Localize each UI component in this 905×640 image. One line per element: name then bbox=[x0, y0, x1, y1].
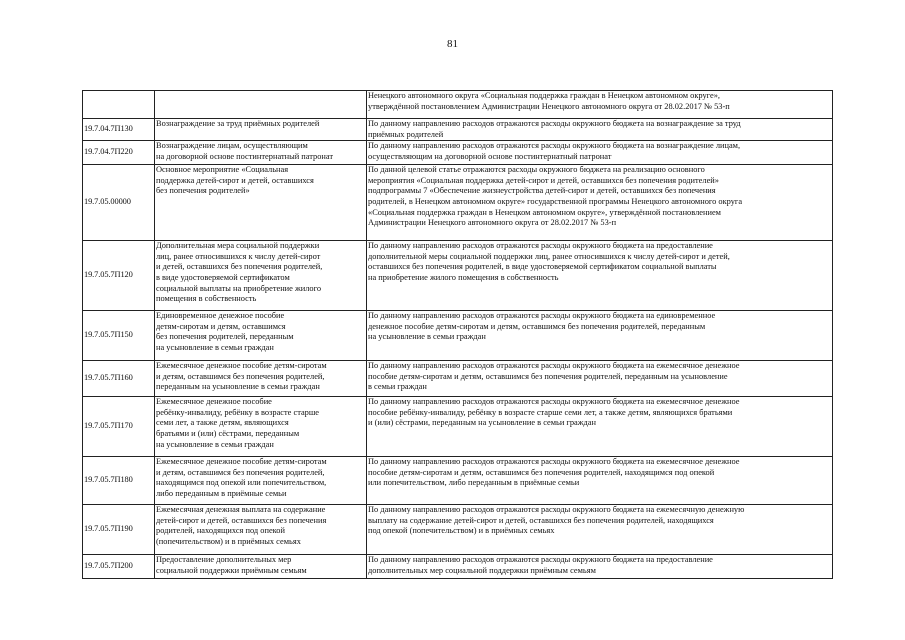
row-description: По данной целевой статье отражаются расходы окружного бюджета на реализацию основного мероприятия «Социальная поддержка детей-сирот и детей, оставшихся без попечения родителей» подпрограммы 7 «Обеспечение жизнеустройства детей-сирот и детей, оставшихся без попечения родителей, в Ненецком автономном округе» государственной программы Ненецкого автономного округа «Социальная поддержка граждан в Ненецком автономном округе», утверждённой постановлением Администрации Ненецкого автономного округа от 28.02.2017 № 53-п bbox=[367, 165, 833, 241]
row-name: Основное мероприятие «Социальная поддержка детей-сирот и детей, оставшихся без попечения родителей» bbox=[155, 165, 367, 241]
budget-classification-table bbox=[82, 90, 833, 579]
row-code: 19.7.05.7П180 bbox=[83, 457, 155, 505]
table-row bbox=[83, 397, 833, 457]
table-row bbox=[83, 91, 833, 119]
row-name: Предоставление дополнительных мер социальной поддержки приёмным семьям bbox=[155, 555, 367, 579]
row-description: По данному направлению расходов отражаются расходы окружного бюджета на предоставление дополнительной меры социальной поддержки лиц, ранее относившихся к числу детей-сирот и детей, оставшихся без попечения родителей, в виде удостоверяемой сертификатом социальной выплаты на приобретение жилого помещения в собственность bbox=[367, 241, 833, 311]
row-description: По данному направлению расходов отражаются расходы окружного бюджета на предоставление дополнительных мер социальной поддержки приёмным семьям bbox=[367, 555, 833, 579]
row-name: Вознаграждение лицам, осуществляющим на договорной основе постинтернатный патронат bbox=[155, 141, 367, 165]
row-name: Дополнительная мера социальной поддержки лиц, ранее относившихся к числу детей-сирот и детей, оставшихся без попечения родителей, в виде удостоверяемой сертификатом социальной выплаты на приобретение жилого помещения в собственность bbox=[155, 241, 367, 311]
row-code: 19.7.05.7П150 bbox=[83, 311, 155, 361]
row-description: По данному направлению расходов отражаются расходы окружного бюджета на ежемесячное денежное пособие ребёнку-инвалиду, ребёнку в возрасте старше семи лет, а также детям, являющихся братьями и (или) сёстрами, переданным на усыновление в семьи граждан bbox=[367, 397, 833, 457]
row-name: Ежемесячное денежное пособие ребёнку-инвалиду, ребёнку в возрасте старше семи лет, а также детям, являющихся братьями и (или) сёстрами, переданным на усыновление в семьи граждан bbox=[155, 397, 367, 457]
table-row bbox=[83, 505, 833, 555]
table-row bbox=[83, 119, 833, 141]
row-code: 19.7.05.7П190 bbox=[83, 505, 155, 555]
row-code: 19.7.05.7П120 bbox=[83, 241, 155, 311]
row-code: 19.7.05.00000 bbox=[83, 165, 155, 241]
table-row bbox=[83, 361, 833, 397]
row-name: Ежемесячное денежное пособие детям-сиротам и детям, оставшимся без попечения родителей, переданным на усыновление в семьи граждан bbox=[155, 361, 367, 397]
table-row bbox=[83, 457, 833, 505]
table-row bbox=[83, 165, 833, 241]
table-row bbox=[83, 241, 833, 311]
page-number: 81 bbox=[447, 38, 458, 50]
row-name: Единовременное денежное пособие детям-сиротам и детям, оставшимся без попечения родителей, переданным на усыновление в семьи граждан bbox=[155, 311, 367, 361]
row-code bbox=[83, 91, 155, 119]
row-description: По данному направлению расходов отражаются расходы окружного бюджета на единовременное денежное пособие детям-сиротам и детям, оставшимся без попечения родителей, переданным на усыновление в семьи граждан bbox=[367, 311, 833, 361]
row-name: Вознаграждение за труд приёмных родителей bbox=[155, 119, 367, 141]
row-code: 19.7.05.7П170 bbox=[83, 397, 155, 457]
table-row bbox=[83, 555, 833, 579]
row-description: Ненецкого автономного округа «Социальная поддержка граждан в Ненецком автономном округе», утверждённой постановлением Администрации Ненецкого автономного округа от 28.02.2017 № 53-п bbox=[367, 91, 833, 119]
row-code: 19.7.04.7П130 bbox=[83, 119, 155, 141]
row-name: Ежемесячная денежная выплата на содержание детей-сирот и детей, оставшихся без попечения родителей, находящихся под опекой (попечительством) и в приёмных семьях bbox=[155, 505, 367, 555]
row-description: По данному направлению расходов отражаются расходы окружного бюджета на вознаграждение за труд приёмных родителей bbox=[367, 119, 833, 141]
table-row bbox=[83, 141, 833, 165]
row-code: 19.7.05.7П200 bbox=[83, 555, 155, 579]
row-name: Ежемесячное денежное пособие детям-сиротам и детям, оставшимся без попечения родителей, находящимся под опекой или попечительством, либо переданным в приёмные семьи bbox=[155, 457, 367, 505]
row-name bbox=[155, 91, 367, 119]
table-row bbox=[83, 311, 833, 361]
row-description: По данному направлению расходов отражаются расходы окружного бюджета на вознаграждение лицам, осуществляющим на договорной основе постинтернатный патронат bbox=[367, 141, 833, 165]
row-description: По данному направлению расходов отражаются расходы окружного бюджета на ежемесячное денежное пособие детям-сиротам и детям, оставшимся без попечения родителей, находящимся под опекой или попечительством, либо переданным в приёмные семьи bbox=[367, 457, 833, 505]
row-code: 19.7.05.7П160 bbox=[83, 361, 155, 397]
row-description: По данному направлению расходов отражаются расходы окружного бюджета на ежемесячную денежную выплату на содержание детей-сирот и детей, оставшихся без попечения родителей, находящихся под опекой (попечительством) и в приёмных семьях bbox=[367, 505, 833, 555]
row-code: 19.7.04.7П220 bbox=[83, 141, 155, 165]
row-description: По данному направлению расходов отражаются расходы окружного бюджета на ежемесячное денежное пособие детям-сиротам и детям, оставшимся без попечения родителей, переданным на усыновление в семьи граждан bbox=[367, 361, 833, 397]
